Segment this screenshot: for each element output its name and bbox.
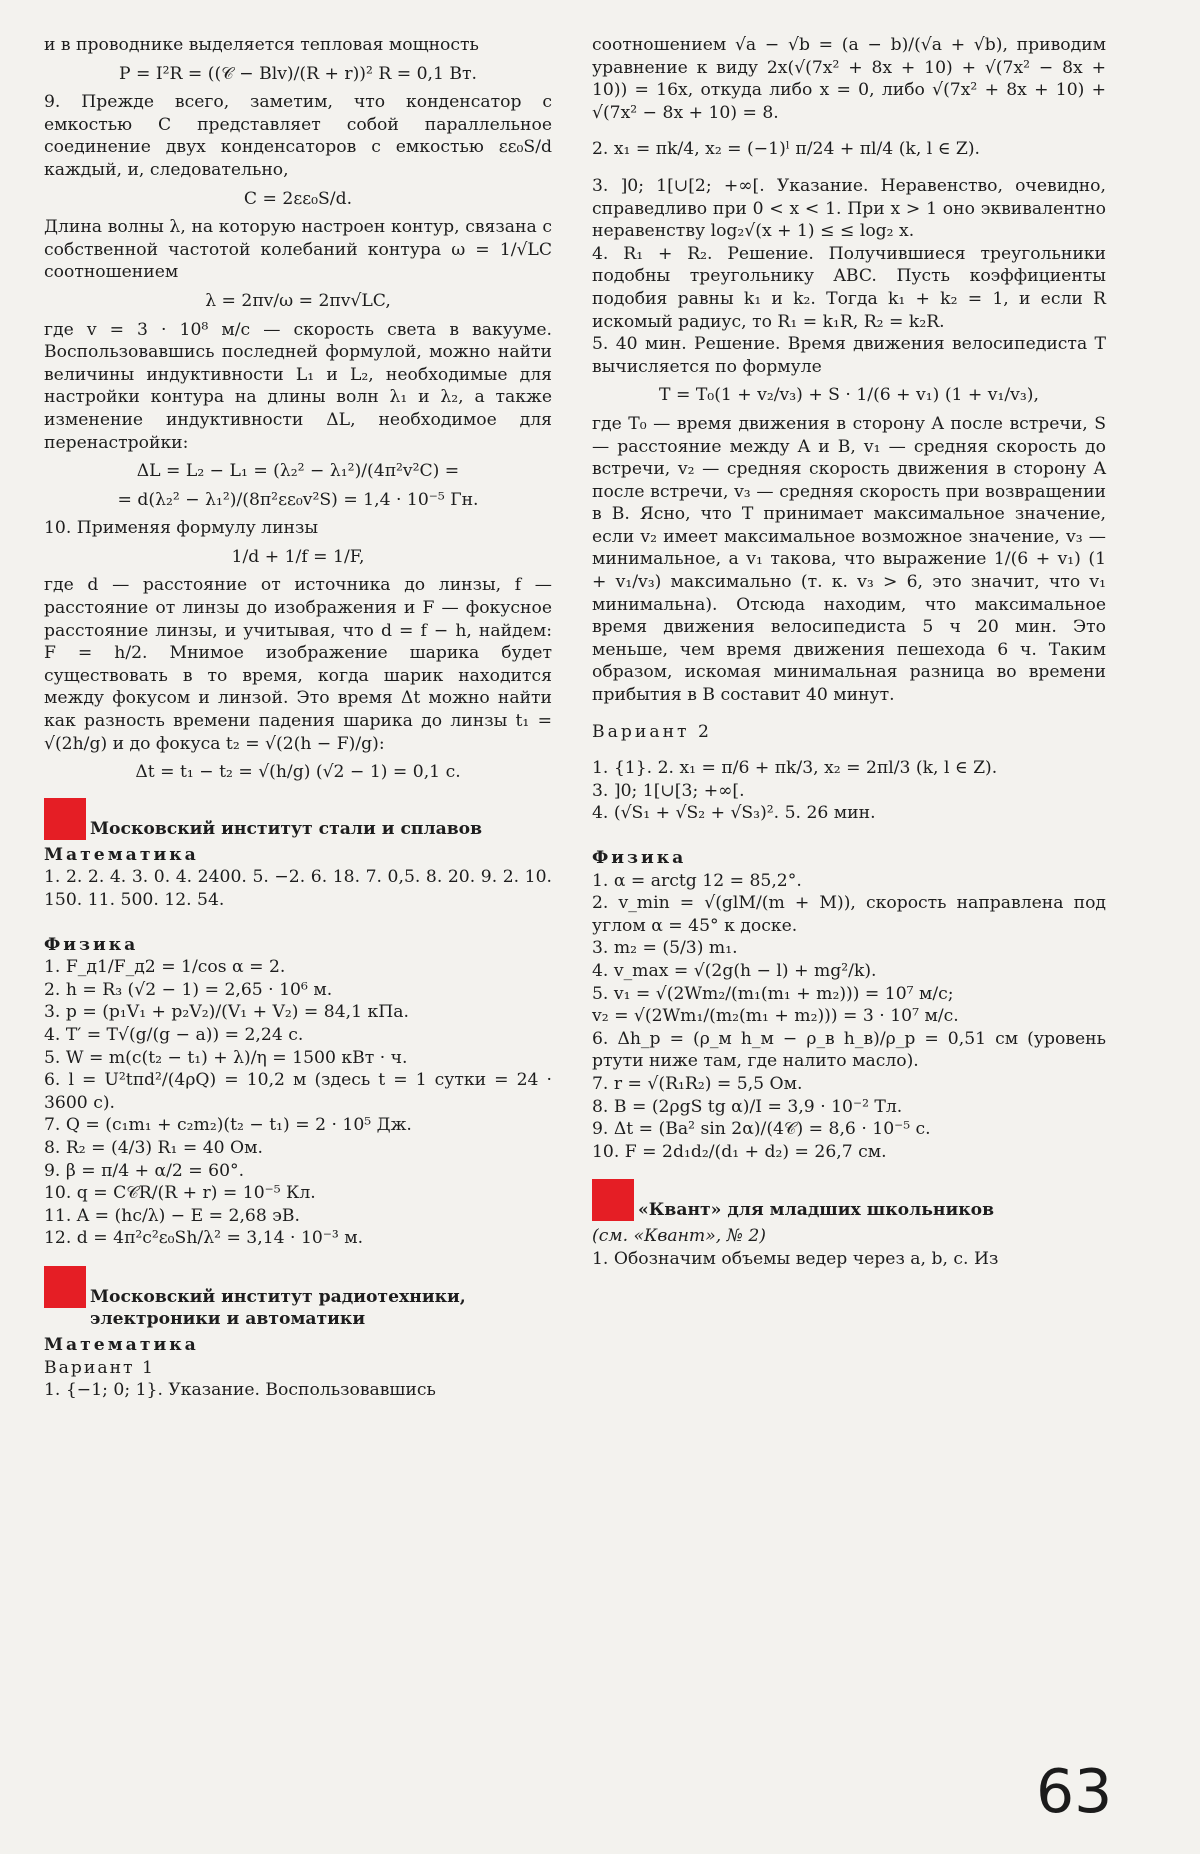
section-header (44, 810, 552, 840)
list-item: 5. v₁ = √(2Wm₂/(m₁(m₁ + m₂))) = 10⁷ м/с; (592, 983, 954, 1004)
paragraph: 9. Прежде всего, заметим, что конденсатор с емкостью C представляет собой параллельное соединение двух конденсаторов с емкостью εε₀S/d каждый, и, следовательно, (44, 92, 552, 180)
list-item: 11. A = (hc/λ) − E = 2,68 эВ. (44, 1205, 300, 1226)
list-item: 10. F = 2d₁d₂/(d₁ + d₂) = 26,7 см. (592, 1141, 887, 1162)
list-item: 1. F_д1/F_д2 = 1/cos α = 2. (44, 957, 286, 978)
list-item: 7. Q = (c₁m₁ + c₂m₂)(t₂ − t₁) = 2 · 10⁵ Дж. (44, 1115, 412, 1136)
subsection-title: Математика (44, 844, 199, 865)
answer-list (592, 870, 1106, 1164)
paragraph: 2. x₁ = πk/4, x₂ = (−1)ˡ π/24 + πl/4 (k, l ∈ Z). (592, 139, 981, 160)
list-item: 12. d = 4π²c²ε₀Sh/λ² = 3,14 · 10⁻³ м. (44, 1228, 364, 1249)
variant-title: Вариант 1 (44, 1357, 155, 1378)
subsection-title: Физика (592, 848, 687, 868)
list-item: 4. v_max = √(2g(h − l) + mg²/k). (592, 960, 877, 981)
equation: C = 2εε₀S/d. (243, 188, 353, 209)
paragraph: 3. ]0; 1[∪[2; +∞[. Указание. Неравенство, очевидно, справедливо при 0 < x < 1. При x > 1 оно эквивалентно неравенству log₂√(x + 1) ≤ ≤ log₂ x. (592, 175, 1106, 242)
subsection-title: Математика (44, 1334, 199, 1355)
paragraph: где v = 3 · 10⁸ м/с — скорость света в вакууме. Воспользовавшись последней формулой, можно найти величины индуктивности L₁ и L₂, необходимые для настройки контура на длины волн λ₁ и λ₂, а также изменение индуктивности ΔL, необходимое для перенастройки: (44, 319, 552, 453)
left-column (44, 34, 552, 1402)
list-item: 2. h = R₃ (√2 − 1) = 2,65 · 10⁶ м. (44, 979, 333, 1000)
list-item: 1. {−1; 0; 1}. Указание. Воспользовавшись (44, 1380, 436, 1401)
list-item: 3. m₂ = (5/3) m₁. (592, 938, 738, 959)
list-item: 1. α = arctg 12 = 85,2°. (592, 870, 802, 891)
list-item: 2. v_min = √(glM/(m + M)), скорость направлена под углом α = 45° к доске. (592, 893, 1106, 936)
list-item: 1. {1}. 2. x₁ = π/6 + πk/3, x₂ = 2πl/3 (k, l ∈ Z). (592, 758, 998, 779)
list-item: 5. W = m(c(t₂ − t₁) + λ)/η = 1500 кВт · ч. (44, 1047, 408, 1068)
list-item: v₂ = √(2Wm₁/(m₂(m₁ + m₂))) = 3 · 10⁷ м/с. (592, 1006, 959, 1027)
page-number: 63 (1036, 1757, 1113, 1827)
section-title: Московский институт стали и сплавов (90, 818, 483, 839)
equation: Δt = t₁ − t₂ = √(h/g) (√2 − 1) = 0,1 с. (135, 762, 461, 783)
equation: P = I²R = ((𝒞 − Blv)/(R + r))² R = 0,1 Вт. (118, 63, 478, 84)
paragraph: Длина волны λ, на которую настроен контур, связана с собственной частотой колебаний контура ω = 1/√LC соотношением (44, 217, 552, 283)
red-marker-icon (44, 798, 86, 840)
red-marker-icon (592, 1179, 634, 1221)
list-item: 6. Δh_р = (ρ_м h_м − ρ_в h_в)/ρ_р = 0,51 см (уровень ртути ниже там, где налито масло). (592, 1028, 1106, 1072)
equation: T = T₀(1 + v₂/v₃) + S · 1/(6 + v₁) (1 + v₁/v₃), (659, 385, 1039, 406)
answers: 1. 2. 2. 4. 3. 0. 4. 2400. 5. −2. 6. 18. 7. 0,5. 8. 20. 9. 2. 10. 150. 11. 500. 12. 54. (44, 867, 552, 910)
list-item: 7. r = √(R₁R₂) = 5,5 Ом. (592, 1073, 803, 1094)
paragraph: и в проводнике выделяется тепловая мощность (44, 35, 479, 55)
section-subtitle: (см. «Квант», № 2) (592, 1226, 767, 1247)
equation: 1/d + 1/f = 1/F, (231, 546, 365, 567)
section-title: «Квант» для младших школьников (638, 1200, 995, 1221)
list-item: 9. Δt = (Ba² sin 2α)/(4𝒞) = 8,6 · 10⁻⁵ с. (592, 1119, 931, 1140)
equation: λ = 2πv/ω = 2πv√LC, (205, 290, 391, 311)
variant-title: Вариант 2 (592, 721, 712, 742)
list-item: 3. p = (p₁V₁ + p₂V₂)/(V₁ + V₂) = 84,1 кПа. (44, 1002, 409, 1023)
red-marker-icon (44, 1266, 86, 1308)
paragraph: соотношением √a − √b = (a − b)/(√a + √b), приводим уравнение к виду 2x(√(7x² + 8x + 10) + √(7x² − 8x + 10)) = 16x, откуда либо x = 0, либо √(7x² + 8x + 10) + √(7x² − 8x + 10) = 8. (592, 35, 1106, 123)
paragraph: 5. 40 мин. Решение. Время движения велосипедиста T вычисляется по формуле (592, 334, 1106, 377)
list-item: 4. T′ = T√(g/(g − a)) = 2,24 с. (44, 1024, 304, 1045)
list-item: 4. (√S₁ + √S₂ + √S₃)². 5. 26 мин. (592, 803, 876, 824)
section-title: Московский институт радиотехники, электроники и автоматики (90, 1286, 466, 1329)
paragraph: 4. R₁ + R₂. Решение. Получившиеся треугольники подобны треугольнику ABC. Пусть коэффициенты подобия равны k₁ и k₂. Тогда k₁ + k₂ = 1, и если R искомый радиус, то R₁ = k₁R, R₂ = k₂R. (592, 243, 1106, 332)
equation: = d(λ₂² − λ₁²)/(8π²εε₀v²S) = 1,4 · 10⁻⁵ Гн. (117, 489, 479, 510)
list-item: 9. β = π/4 + α/2 = 60°. (44, 1160, 245, 1181)
list-item: 6. l = U²tπd²/(4ρQ) = 10,2 м (здесь t = 1 сутки = 24 · 3600 с). (44, 1070, 552, 1113)
subsection-title: Физика (44, 934, 139, 955)
right-column (592, 34, 1106, 1271)
list-item: 10. q = C𝒞R/(R + r) = 10⁻⁵ Кл. (44, 1183, 316, 1204)
paragraph: где d — расстояние от источника до линзы, f — расстояние от линзы до изображения и F — фокусное расстояние линзы, и учитывая, что d = f − h, найдем: F = h/2. Мнимое изображение шарика будет существовать в то время, когда шарик находится между фокусом и линзой. Это время Δt можно найти как разность времени падения шарика до линзы t₁ = √(2h/g) и до фокуса t₂ = √(2(h − F)/g): (44, 575, 552, 754)
paragraph: 1. Обозначим объемы ведер через a, b, c. Из (592, 1248, 999, 1269)
answer-list (44, 956, 552, 1250)
list-item: 3. ]0; 1[∪[3; +∞[. (592, 780, 745, 801)
section-header (44, 1278, 552, 1330)
section-header (592, 1191, 1106, 1221)
paragraph: где T₀ — время движения в сторону A после встречи, S — расстояние между A и B, v₁ — средняя скорость до встречи, v₂ — средняя скорость движения в сторону A после встречи, v₃ — средняя скорость при возвращении в B. Ясно, что T принимает максимальное значение, если v₂ имеет максимальное возможное значение, v₃ — минимальное, а v₁ такова, что выражение 1/(6 + v₁) (1 + v₁/v₃) максимально (т. к. v₃ > 6, это значит, что v₁ минимальна). Отсюда находим, что максимальное время движения велосипедиста 5 ч 20 мин. Это меньше, чем время движения пешехода 6 ч. Таким образом, искомая минимальная разница во времени прибытия в B составит 40 минут. (592, 413, 1106, 706)
list-item: 8. R₂ = (4/3) R₁ = 40 Ом. (44, 1137, 263, 1158)
paragraph: 10. Применяя формулу линзы (44, 518, 319, 539)
equation: ΔL = L₂ − L₁ = (λ₂² − λ₁²)/(4π²v²C) = (136, 461, 460, 482)
list-item: 8. B = (2ρgS tg α)/I = 3,9 · 10⁻² Тл. (592, 1096, 903, 1117)
